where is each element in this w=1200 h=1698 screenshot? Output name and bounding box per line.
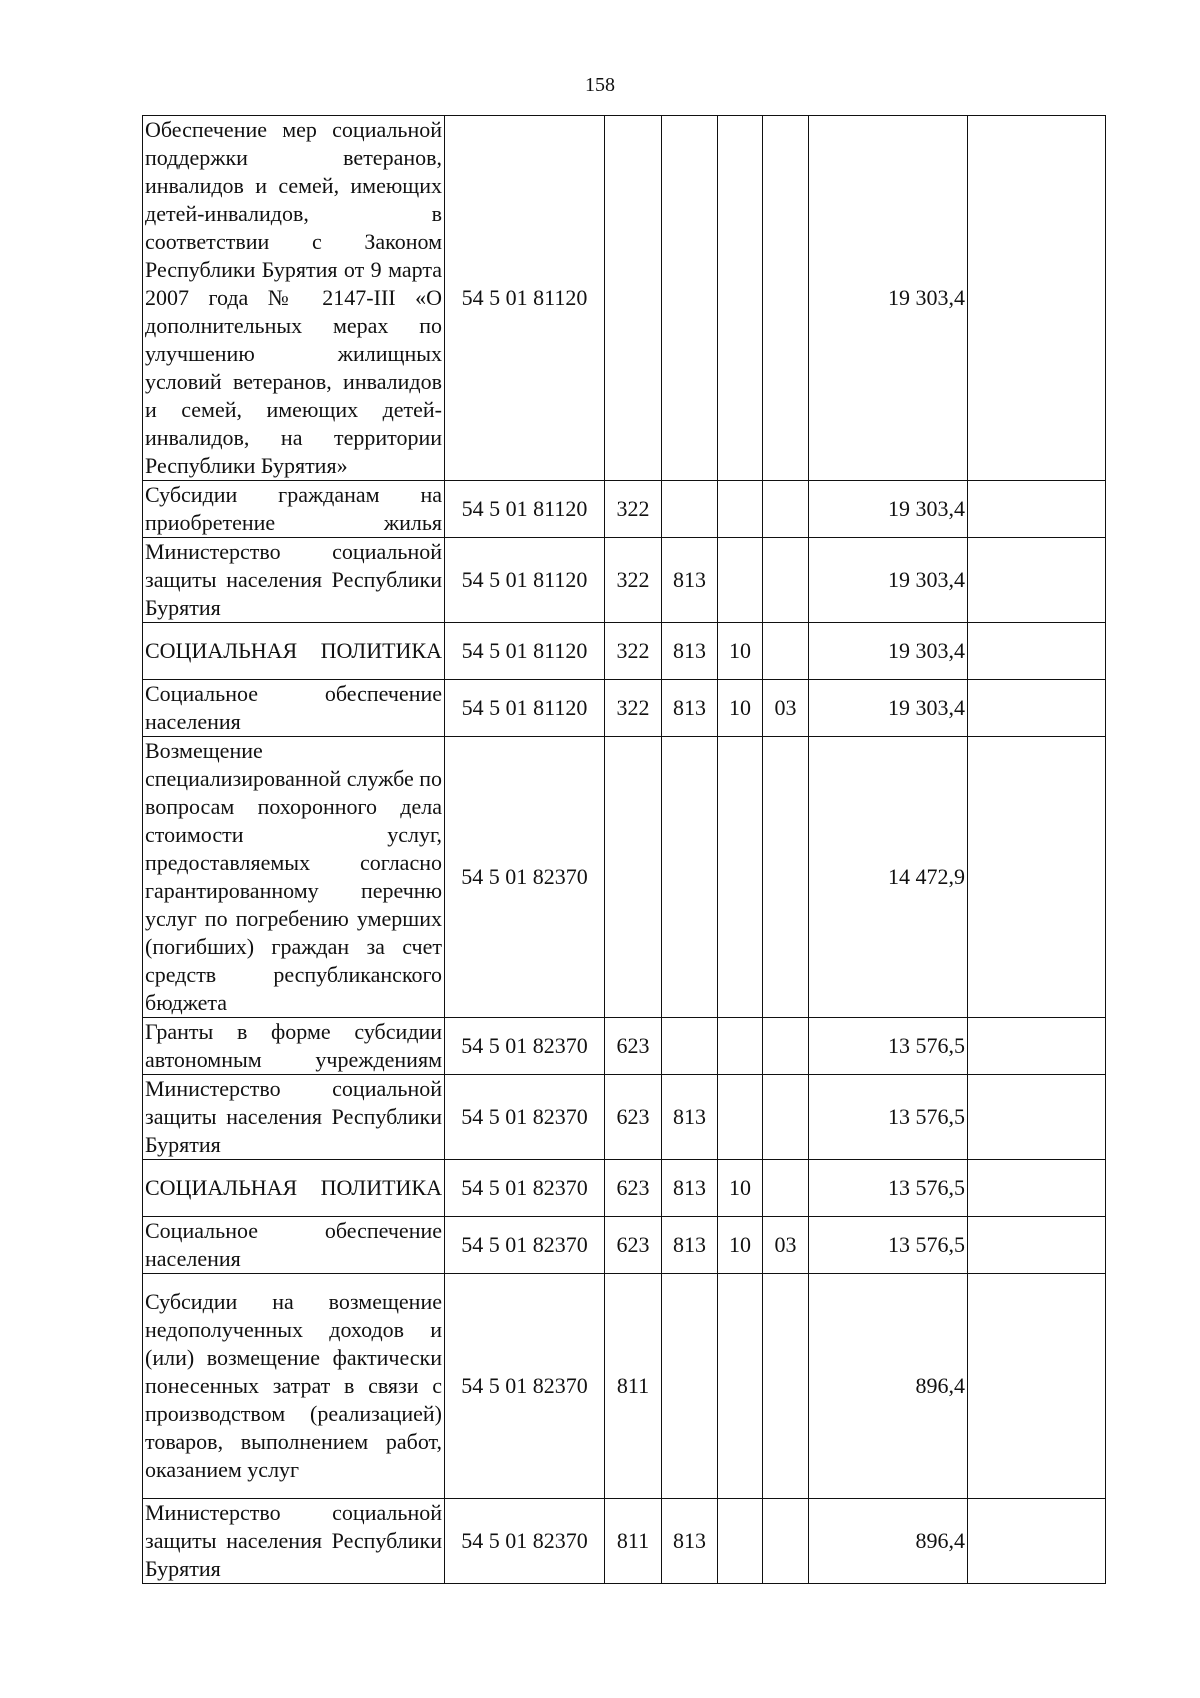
row-name: Субсидии гражданам на приобретение жилья xyxy=(143,481,445,538)
expense-type-code: 322 xyxy=(605,481,662,538)
target-article-code: 54 5 01 82370 xyxy=(445,1160,605,1217)
subsection-code xyxy=(763,1160,809,1217)
extra-column xyxy=(968,1160,1106,1217)
ministry-code: 813 xyxy=(662,680,718,737)
subsection-code xyxy=(763,737,809,1018)
section-code xyxy=(718,737,763,1018)
extra-column xyxy=(968,1274,1106,1499)
section-code xyxy=(718,116,763,481)
target-article-code: 54 5 01 82370 xyxy=(445,1217,605,1274)
extra-column xyxy=(968,481,1106,538)
section-code xyxy=(718,538,763,623)
expense-type-code xyxy=(605,116,662,481)
subsection-code xyxy=(763,1075,809,1160)
section-code xyxy=(718,1018,763,1075)
amount: 13 576,5 xyxy=(809,1217,968,1274)
row-name: Социальное обеспечение населения xyxy=(143,1217,445,1274)
amount: 896,4 xyxy=(809,1274,968,1499)
amount: 19 303,4 xyxy=(809,623,968,680)
amount: 19 303,4 xyxy=(809,538,968,623)
expense-type-code: 322 xyxy=(605,680,662,737)
row-name: Министерство социальной защиты населения Республики Бурятия xyxy=(143,1499,445,1584)
page-number: 158 xyxy=(585,74,615,96)
row-name: Возмещение специализированной службе по вопросам похоронного дела стоимости услуг, предоставляемых согласно гарантированному перечню услуг по погребению умерших (погибших) граждан за счет средств республиканского бюджета xyxy=(143,737,445,1018)
ministry-code xyxy=(662,1274,718,1499)
subsection-code xyxy=(763,623,809,680)
ministry-code: 813 xyxy=(662,1160,718,1217)
extra-column xyxy=(968,116,1106,481)
budget-table xyxy=(142,115,1106,1584)
ministry-code xyxy=(662,481,718,538)
extra-column xyxy=(968,680,1106,737)
expense-type-code: 322 xyxy=(605,623,662,680)
expense-type-code: 623 xyxy=(605,1018,662,1075)
section-code: 10 xyxy=(718,1217,763,1274)
target-article-code: 54 5 01 82370 xyxy=(445,1018,605,1075)
ministry-code: 813 xyxy=(662,538,718,623)
amount: 896,4 xyxy=(809,1499,968,1584)
row-name: Обеспечение мер социальной поддержки ветеранов, инвалидов и семей, имеющих детей-инвалидов, в соответствии с Законом Республики Бурятия от 9 марта 2007 года № 2147-III «О дополнительных мерах по улучшению жилищных условий ветеранов, инвалидов и семей, имеющих детей-инвалидов, на территории Республики Бурятия» xyxy=(143,116,445,481)
table-row xyxy=(143,680,1106,737)
row-name: Субсидии на возмещение недополученных доходов и (или) возмещение фактически понесенных затрат в связи с производством (реализацией) товаров, выполнением работ, оказанием услуг xyxy=(143,1274,445,1499)
table-row xyxy=(143,623,1106,680)
amount: 19 303,4 xyxy=(809,116,968,481)
table-row xyxy=(143,538,1106,623)
extra-column xyxy=(968,623,1106,680)
extra-column xyxy=(968,1499,1106,1584)
expense-type-code: 811 xyxy=(605,1274,662,1499)
expense-type-code: 623 xyxy=(605,1160,662,1217)
section-code xyxy=(718,1274,763,1499)
table-row xyxy=(143,1075,1106,1160)
amount: 19 303,4 xyxy=(809,481,968,538)
subsection-code xyxy=(763,1274,809,1499)
subsection-code xyxy=(763,1499,809,1584)
amount: 13 576,5 xyxy=(809,1075,968,1160)
target-article-code: 54 5 01 82370 xyxy=(445,1274,605,1499)
section-code: 10 xyxy=(718,680,763,737)
target-article-code: 54 5 01 82370 xyxy=(445,1499,605,1584)
table-row xyxy=(143,1217,1106,1274)
expense-type-code: 811 xyxy=(605,1499,662,1584)
section-code: 10 xyxy=(718,623,763,680)
amount: 13 576,5 xyxy=(809,1160,968,1217)
subsection-code: 03 xyxy=(763,680,809,737)
ministry-code: 813 xyxy=(662,1075,718,1160)
row-name: СОЦИАЛЬНАЯ ПОЛИТИКА xyxy=(143,623,445,680)
section-code xyxy=(718,1075,763,1160)
target-article-code: 54 5 01 81120 xyxy=(445,680,605,737)
extra-column xyxy=(968,1075,1106,1160)
table-row xyxy=(143,1499,1106,1584)
expense-type-code: 623 xyxy=(605,1217,662,1274)
expense-type-code: 623 xyxy=(605,1075,662,1160)
subsection-code xyxy=(763,538,809,623)
table-row xyxy=(143,481,1106,538)
target-article-code: 54 5 01 81120 xyxy=(445,116,605,481)
ministry-code xyxy=(662,116,718,481)
row-name: Социальное обеспечение населения xyxy=(143,680,445,737)
subsection-code xyxy=(763,1018,809,1075)
subsection-code xyxy=(763,116,809,481)
amount: 14 472,9 xyxy=(809,737,968,1018)
extra-column xyxy=(968,1217,1106,1274)
row-name: СОЦИАЛЬНАЯ ПОЛИТИКА xyxy=(143,1160,445,1217)
table-row xyxy=(143,116,1106,481)
amount: 19 303,4 xyxy=(809,680,968,737)
table-row xyxy=(143,737,1106,1018)
expense-type-code xyxy=(605,737,662,1018)
target-article-code: 54 5 01 82370 xyxy=(445,737,605,1018)
table-row xyxy=(143,1274,1106,1499)
expense-type-code: 322 xyxy=(605,538,662,623)
table-row xyxy=(143,1018,1106,1075)
amount: 13 576,5 xyxy=(809,1018,968,1075)
subsection-code: 03 xyxy=(763,1217,809,1274)
row-name: Гранты в форме субсидии автономным учреждениям xyxy=(143,1018,445,1075)
ministry-code: 813 xyxy=(662,623,718,680)
extra-column xyxy=(968,737,1106,1018)
section-code xyxy=(718,1499,763,1584)
target-article-code: 54 5 01 81120 xyxy=(445,623,605,680)
section-code xyxy=(718,481,763,538)
target-article-code: 54 5 01 82370 xyxy=(445,1075,605,1160)
row-name: Министерство социальной защиты населения Республики Бурятия xyxy=(143,538,445,623)
ministry-code xyxy=(662,1018,718,1075)
extra-column xyxy=(968,538,1106,623)
subsection-code xyxy=(763,481,809,538)
target-article-code: 54 5 01 81120 xyxy=(445,538,605,623)
ministry-code: 813 xyxy=(662,1499,718,1584)
row-name: Министерство социальной защиты населения Республики Бурятия xyxy=(143,1075,445,1160)
target-article-code: 54 5 01 81120 xyxy=(445,481,605,538)
section-code: 10 xyxy=(718,1160,763,1217)
extra-column xyxy=(968,1018,1106,1075)
table-row xyxy=(143,1160,1106,1217)
ministry-code: 813 xyxy=(662,1217,718,1274)
ministry-code xyxy=(662,737,718,1018)
